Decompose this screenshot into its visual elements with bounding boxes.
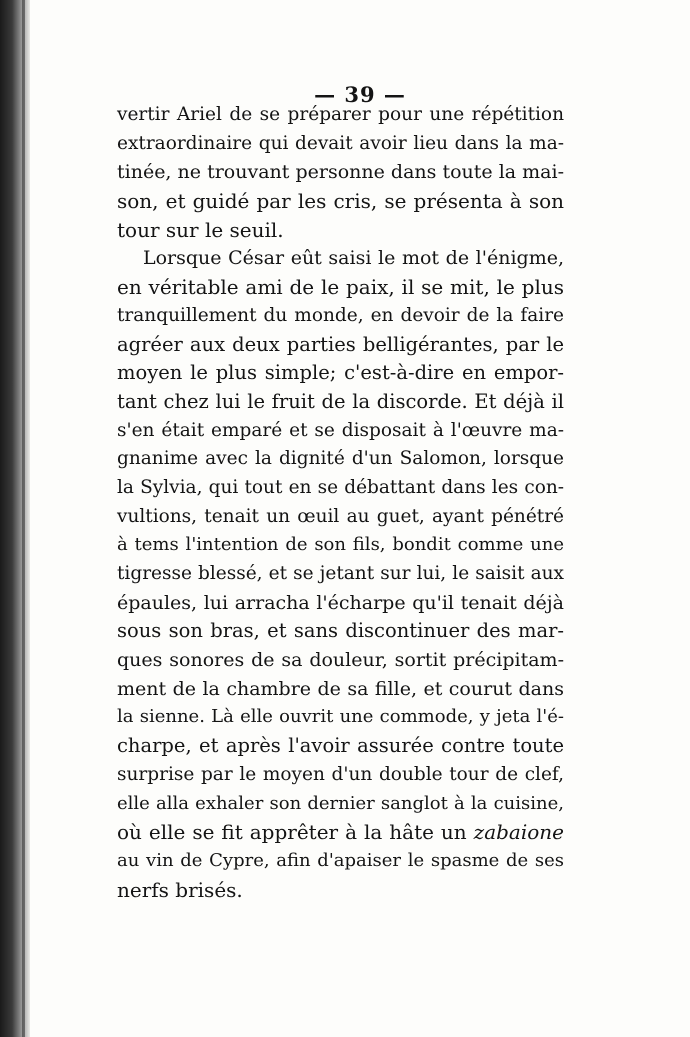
text-line: agréer aux deux parties belligérantes, par le — [117, 332, 564, 356]
text-line: tigresse blessé, et se jetant sur lui, le saisit aux — [117, 563, 564, 584]
text-line: tinée, ne trouvant personne dans toute la mai- — [117, 161, 564, 184]
text-line: gnanime avec la dignité d'un Salomon, lorsque — [117, 448, 564, 470]
text-line: s'en était emparé et se disposait à l'œuvre ma- — [117, 419, 564, 441]
text-line: moyen le plus simple; c'est-à-dire en empor- — [117, 361, 564, 385]
text-line: vultions, tenait un œuil au guet, ayant pénétré — [117, 505, 564, 527]
text-line: à tems l'intention de son fils, bondit comme une — [117, 534, 564, 556]
text-line: épaules, lui arracha l'écharpe qu'il tenait déjà — [117, 591, 564, 614]
text-line: sous son bras, et sans discontinuer des mar- — [117, 619, 564, 643]
text-line: ques sonores de sa douleur, sortit précipitam- — [117, 649, 564, 672]
binding-edge — [0, 0, 30, 1037]
text-line-italic-word: où elle se fit apprêter à la hâte un zabaione — [117, 820, 564, 845]
text-line: tranquillement du monde, en devoir de la faire — [117, 304, 564, 326]
page-number: — 39 — — [314, 82, 406, 107]
text-line: tour sur le seuil. — [117, 217, 284, 242]
binding-shadow-line — [22, 0, 25, 1037]
text-line: en véritable ami de le paix, il se mit, le plus — [117, 275, 564, 300]
text-line: tant chez lui le fruit de la discorde. Et déjà il — [117, 389, 564, 413]
text-line: extraordinaire qui devait avoir lieu dans la ma- — [117, 132, 564, 154]
text-line: vertir Ariel de se préparer pour une répétition — [117, 104, 564, 125]
text-line: au vin de Cypre, afin d'apaiser le spasme de ses — [117, 849, 564, 871]
body-text — [117, 101, 564, 904]
text-line: nerfs brisés. — [117, 877, 243, 902]
text-line: la Sylvia, qui tout en se débattant dans les con- — [117, 476, 564, 498]
text-line: son, et guidé par les cris, se présenta à son — [117, 189, 564, 214]
italic-word: zabaione — [473, 820, 564, 845]
text-line: elle alla exhaler son dernier sanglot à la cuisine, — [117, 792, 564, 814]
text-line: surprise par le moyen d'un double tour de clef, — [117, 763, 564, 785]
text-line: ment de la chambre de sa fille, et courut dans — [117, 677, 564, 700]
text-line: charpe, et après l'avoir assurée contre toute — [117, 734, 564, 758]
text-line: Lorsque César eût saisi le mot de l'énigme, — [143, 247, 564, 270]
text-line: la sienne. Là elle ouvrit une commode, y jeta l'é- — [117, 706, 564, 728]
